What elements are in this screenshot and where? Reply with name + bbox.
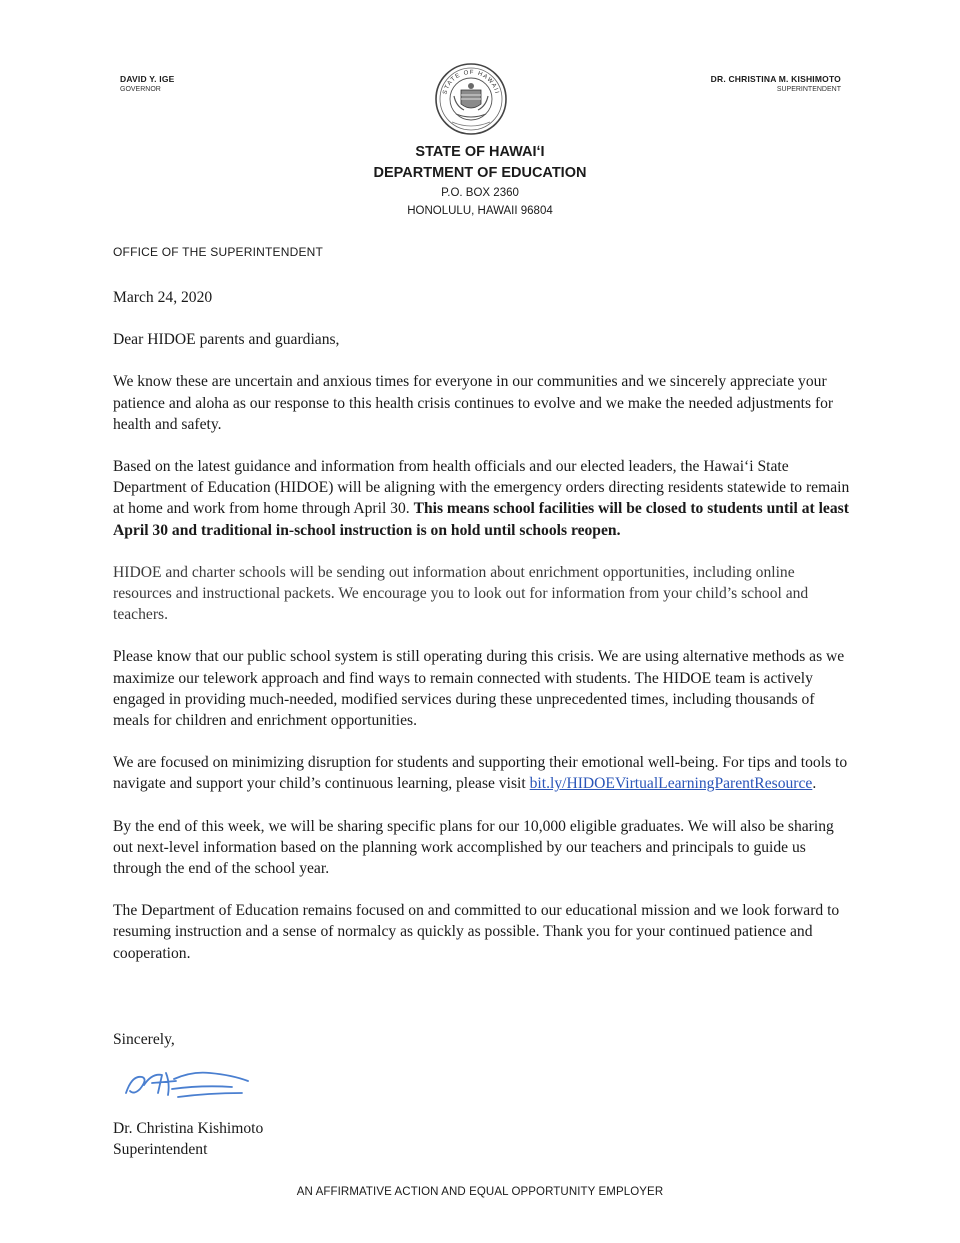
letter-greeting: Dear HIDOE parents and guardians, [113,331,340,349]
superintendent-block [711,74,841,95]
paragraph-6: By the end of this week, we will be sharing specific plans for our 10,000 eligible graduates. We will also be sharing out next-level information based on the planning work accomplished by our teachers and principals to guide us through the end of the school year. [113,817,834,878]
paragraph-4: Please know that our public school system is still operating during this crisis. We are using alternative methods as we maximize our telework approach and find ways to remain connected with students. The HIDOE team is actively engaged in providing much-needed, modified services during these unprecedented times, including thousands of meals for children and enrichment opportunities. [113,648,845,730]
paragraph-5-end: . [812,775,817,793]
superintendent-name: DR. CHRISTINA M. KISHIMOTO [710,74,841,84]
svg-text:STATE OF HAWAII: STATE OF HAWAII [442,69,500,96]
signer-block [113,1118,263,1160]
paragraph-5-text: We are focused on minimizing disruption for students and supporting their emotional well-being. For tips and tools to navigate and support your child’s continuous learning, please visit [113,754,848,793]
state-seal-icon [434,62,508,136]
signer-title: Superintendent [113,1141,208,1159]
letter-closing: Sincerely, [113,1031,175,1048]
masthead-department: DEPARTMENT OF EDUCATION [373,165,587,181]
paragraph-2 [113,456,853,541]
paragraph-5 [113,752,853,794]
paragraph-3: HIDOE and charter schools will be sending out information about enrichment opportunities, including online resources and instructional packets. We encourage you to look out for information from your child’s school and teachers. [113,563,809,624]
letter-date: March 24, 2020 [113,289,213,306]
letter-body [113,287,853,985]
governor-block [120,74,175,95]
paragraph-2-bold: This means school facilities will be closed to students until at least April 30 and traditional in-school instruction is on hold until schools reopen. [113,500,849,539]
paragraph-7: The Department of Education remains focused on and committed to our educational mission and we look forward to resuming instruction and a sense of normalcy as quickly as possible. Thank you for your continued patience and cooperation. [113,902,840,962]
office-line: OFFICE OF THE SUPERINTENDENT [113,245,324,259]
governor-title: GOVERNOR [120,86,161,93]
masthead [0,142,960,220]
resource-link[interactable]: bit.ly/HIDOEVirtualLearningParentResource [529,775,813,793]
masthead-city: HONOLULU, HAWAII 96804 [407,205,553,217]
paragraph-2-text: Based on the latest guidance and information from health officials and our elected leaders, the Hawaiʻi State Department of Education (HIDOE) will be aligning with the emergency orders directing residents statewide to remain at home and work from home through April 30. [113,458,850,518]
paragraph-1: We know these are uncertain and anxious times for everyone in our communities and we sincerely appreciate your patience and aloha as our response to this health crisis continues to evolve and we make the needed adjustments for health and safety. [113,373,834,433]
superintendent-title: SUPERINTENDENT [776,86,841,93]
masthead-state: STATE OF HAWAIʻI [415,144,545,160]
masthead-po-box: P.O. BOX 2360 [441,187,519,199]
signature-image [122,1063,254,1103]
governor-name: DAVID Y. IGE [120,74,175,84]
signer-name: Dr. Christina Kishimoto [113,1120,264,1137]
footer-text: AN AFFIRMATIVE ACTION AND EQUAL OPPORTUNITY EMPLOYER [296,1186,664,1198]
